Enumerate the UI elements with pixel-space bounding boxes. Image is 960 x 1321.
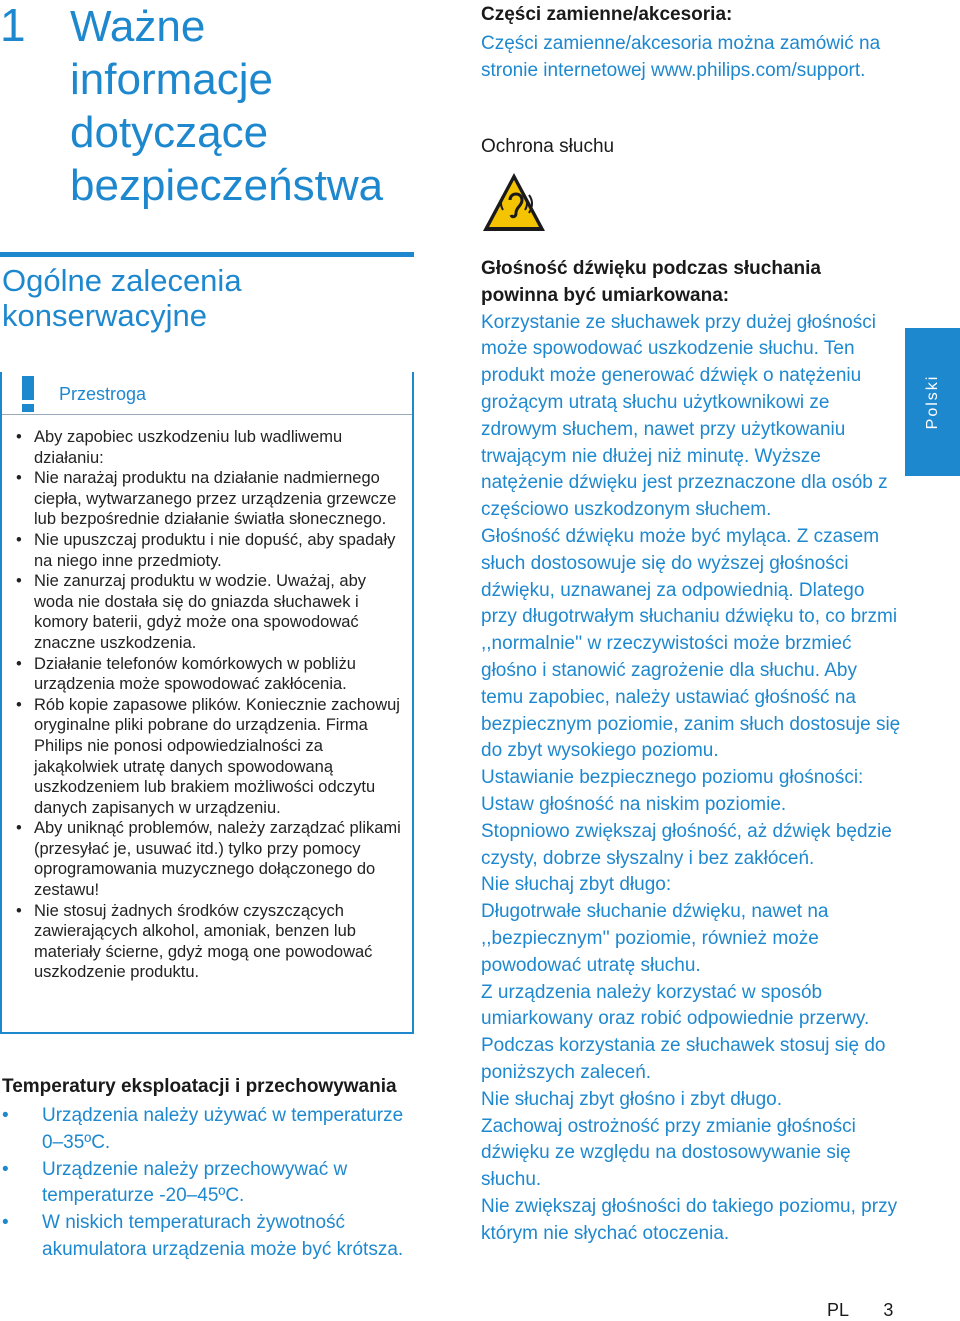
caution-box	[0, 372, 414, 1034]
exclamation-icon	[10, 374, 46, 414]
hearing-lead: Głośność dźwięku podczas słuchania powinna być umiarkowana:	[481, 258, 821, 306]
page-footer	[827, 1300, 893, 1321]
hearing-warning-icon	[480, 170, 548, 234]
footer-language: PL	[827, 1300, 849, 1320]
caution-label: Przestroga	[59, 384, 147, 404]
caution-item: • Aby zapobiec uszkodzeniu lub wadliwemu działaniu:	[16, 427, 406, 468]
caution-item: • Działanie telefonów komórkowych w pobliżu urządzenia może spowodować zakłócenia.	[16, 654, 406, 695]
hearing-paragraph: Nie zwiększaj głośności do takiego poziomu, przy którym nie słychać otoczenia.	[481, 1195, 898, 1244]
caution-item: • Nie zanurzaj produktu w wodzie. Uważaj, aby woda nie dostała się do gniazda słuchawek i komory baterii, gdyż może ona spowodować znaczne uszkodzenia.	[16, 571, 406, 653]
temperature-item: • W niskich temperaturach żywotność akumulatora urządzenia może być krótsza.	[2, 1210, 412, 1264]
temperature-item: • Urządzenia należy używać w temperaturze 0–35ºC.	[2, 1103, 412, 1157]
temperature-title: Temperatury eksploatacji i przechowywania	[2, 1076, 397, 1097]
chapter-title: Ważne informacje dotyczące bezpieczeństwa	[70, 2, 384, 210]
chapter-number: 1	[0, 0, 26, 51]
language-tab-label: Polski	[923, 374, 941, 430]
hearing-paragraph: Zachowaj ostrożność przy zmianie głośności dźwięku ze względu na dostosowywanie się słuchu.	[481, 1115, 856, 1191]
page-number: 3	[883, 1300, 894, 1320]
caution-list	[16, 427, 406, 983]
hearing-paragraph: Nie słuchaj zbyt długo:	[481, 874, 672, 896]
hearing-paragraph: Podczas korzystania ze słuchawek stosuj się do poniższych zaleceń.	[481, 1035, 886, 1083]
caution-item: • Nie narażaj produktu na działanie nadmiernego ciepła, wytwarzanego przez urządzenia grzewcze lub bezpośrednie działanie światła słonecznego.	[16, 468, 406, 530]
hearing-paragraph: Nie słuchaj zbyt głośno i zbyt długo.	[481, 1088, 782, 1110]
caution-item: • Aby uniknąć problemów, należy zarządzać plikami (przesyłać je, usuwać itd.) tylko przy pomocy oprogramowania muzycznego dołączonego do zestawu!	[16, 818, 406, 900]
caution-header	[2, 372, 412, 415]
language-side-tab	[905, 328, 960, 476]
caution-item: • Nie stosuj żadnych środków czyszczących zawierających alkohol, amoniak, benzen lub materiały ścierne, gdyż mogą one powodować uszkodzenie produktu.	[16, 901, 406, 983]
hearing-paragraph: Długotrwałe słuchanie dźwięku, nawet na ,,bezpiecznym'' poziomie, również może powodować utratę słuchu.	[481, 901, 829, 976]
hearing-body	[481, 256, 901, 1247]
section-divider	[0, 252, 414, 257]
parts-text: Części zamienne/akcesoria można zamówić na stronie internetowej www.philips.com/support.	[481, 33, 881, 81]
hearing-paragraph: Z urządzenia należy korzystać w sposób umiarkowany oraz robić odpowiednie przerwy.	[481, 981, 870, 1030]
hearing-paragraph: Korzystanie ze słuchawek przy dużej głośności może spowodować uszkodzenie słuchu. Ten produkt może generować dźwięk o natężeniu grożącym utratą słuchu użytkownikowi ze zdrowym słuchem, nawet przy użytkowaniu trwającym nie dłużej niż minutę. Wyższe natężenie dźwięku jest przeznaczone dla osób z częściowo uszkodzonym słuchem.	[481, 311, 888, 521]
caution-item: • Nie upuszczaj produktu i nie dopuść, aby spadały na niego inne przedmioty.	[16, 530, 406, 571]
temperature-list	[2, 1103, 412, 1264]
hearing-title: Ochrona słuchu	[481, 136, 615, 157]
parts-title: Części zamienne/akcesoria:	[481, 4, 733, 25]
hearing-paragraph: Głośność dźwięku może być myląca. Z czasem słuch dostosowuje się do wyższej głośności dźwięku, uznawanej za odpowiednią. Dlatego przy długotrwałym słuchaniu dźwięku to, co brzmi ,,normalnie'' w rzeczywistości może brzmieć głośno i stanowić zagrożenie dla słuchu. Aby temu zapobiec, należy ustawiać głośność na bezpiecznym poziomie, zanim słuch dostosuje się do zbyt wysokiego poziomu.	[481, 525, 901, 762]
hearing-paragraph: Ustawianie bezpiecznego poziomu głośności:	[481, 767, 864, 789]
temperature-item: • Urządzenie należy przechowywać w temperaturze -20–45ºC.	[2, 1157, 412, 1211]
hearing-paragraph: Ustaw głośność na niskim poziomie.	[481, 793, 787, 815]
caution-item: • Rób kopie zapasowe plików. Koniecznie zachowuj oryginalne pliki pobrane do urządzenia. Firma Philips nie ponosi odpowiedzialności za jakąkolwiek utratę danych spowodowaną uszkodzeniem lub brakiem możliwości odczytu danych zapisanych w urządzeniu.	[16, 695, 406, 819]
section-title: Ogólne zalecenia konserwacyjne	[2, 263, 242, 333]
hearing-paragraph: Stopniowo zwiększaj głośność, aż dźwięk będzie czysty, dobrze słyszalny i bez zakłóceń.	[481, 820, 892, 869]
